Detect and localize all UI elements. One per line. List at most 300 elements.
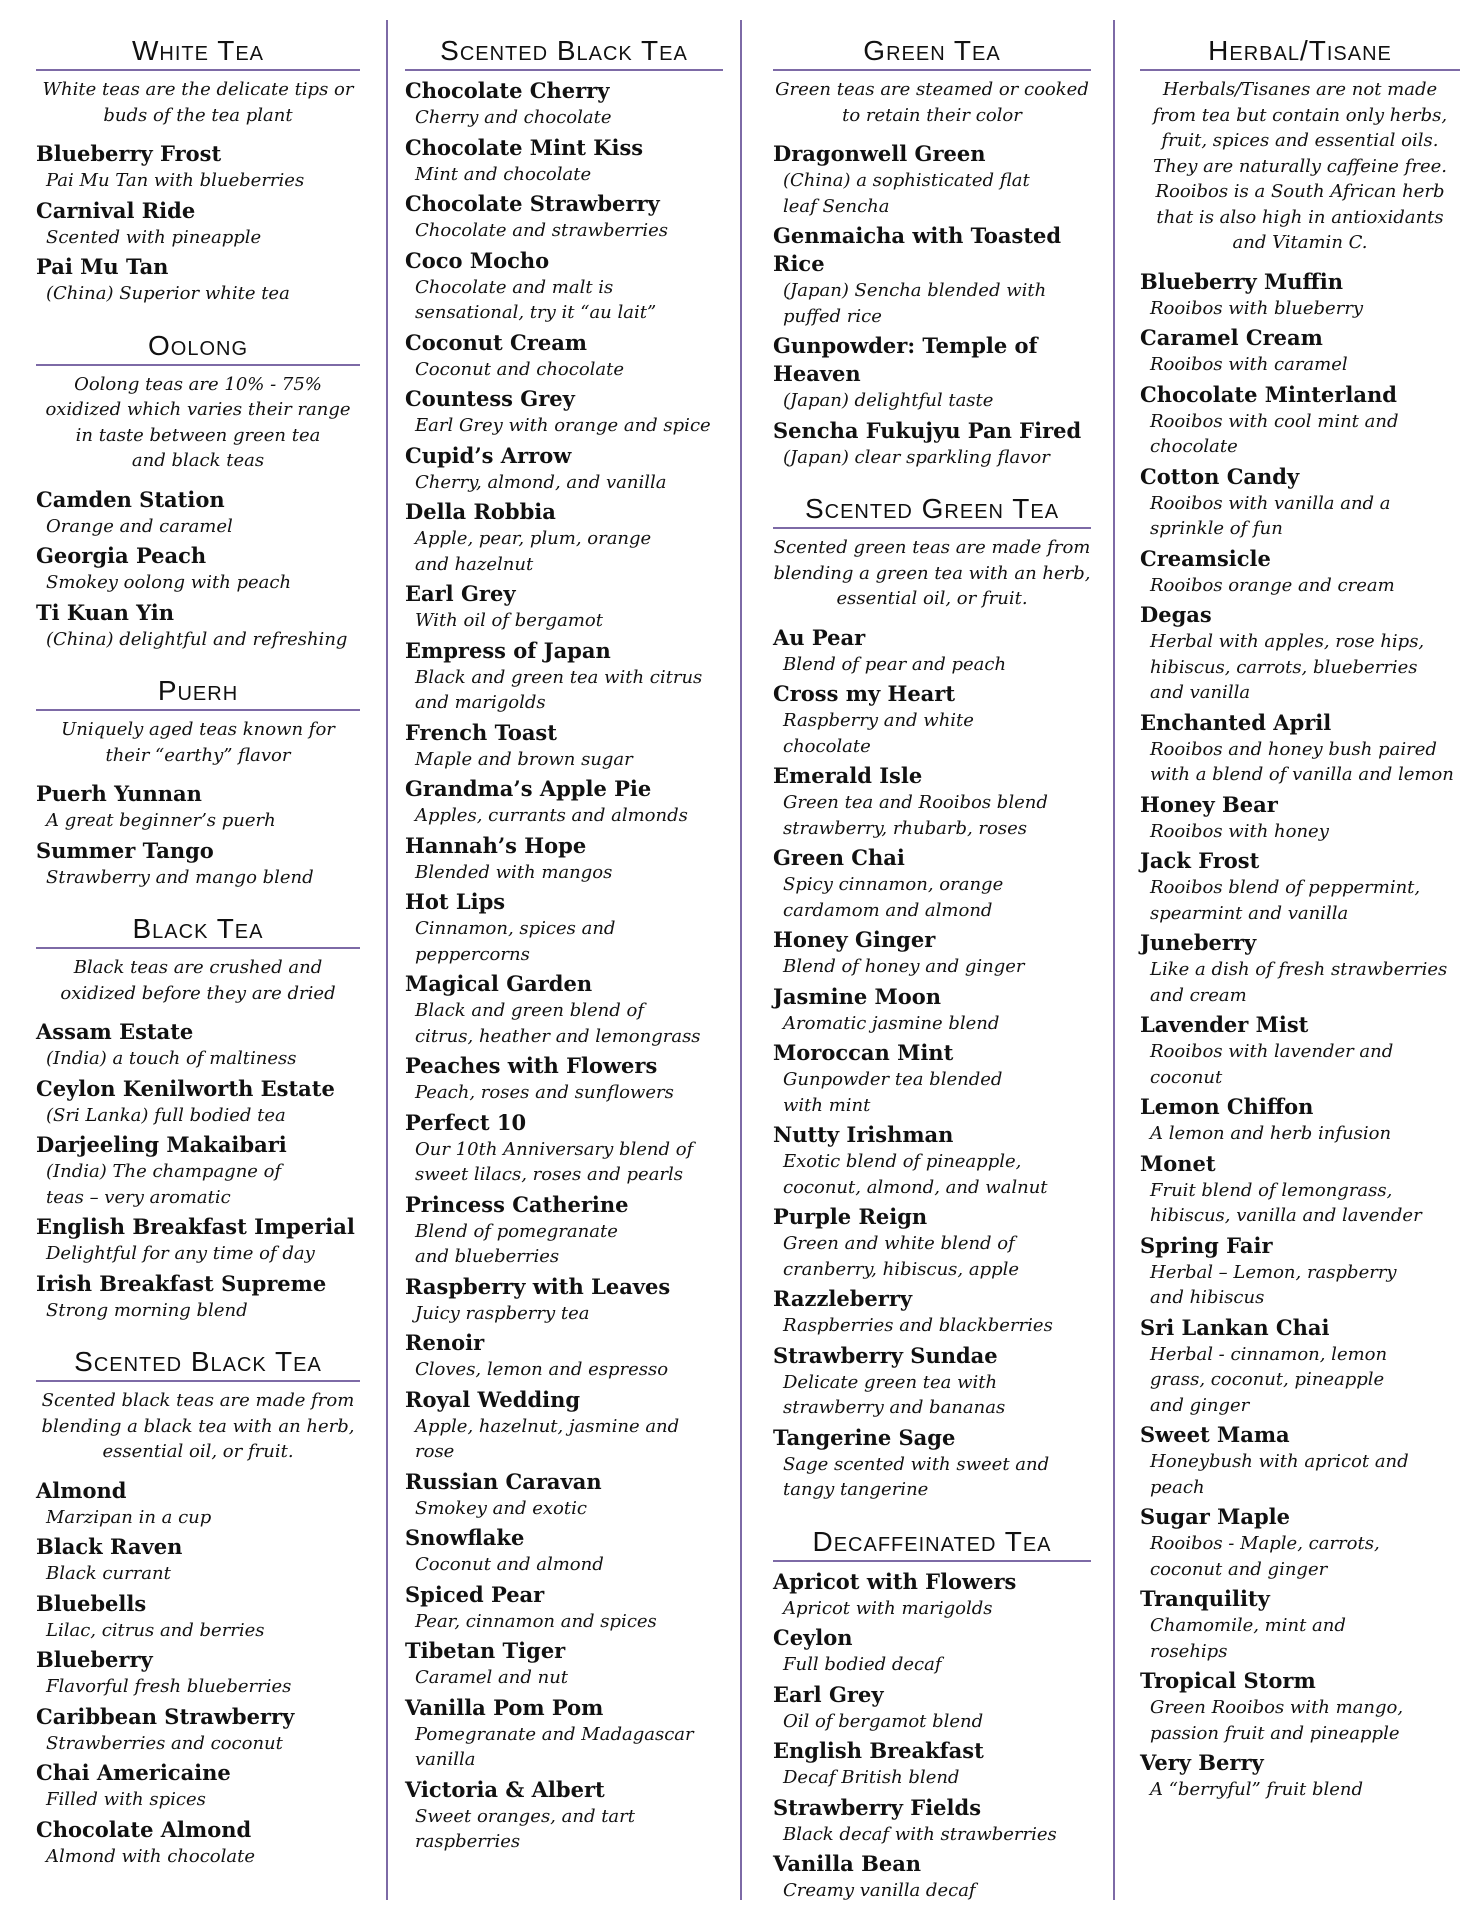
tea-description: Like a dish of fresh strawberries and cream	[1150, 959, 1448, 1006]
tea-description: Rooibos with lavender and coconut	[1150, 1041, 1394, 1088]
tea-description: Aromatic jasmine blend	[783, 1012, 1000, 1034]
tea-description: A lemon and herb infusion	[1150, 1123, 1392, 1144]
tea-item	[405, 1581, 723, 1635]
tea-section	[36, 34, 360, 307]
tea-description: Black currant	[46, 1563, 171, 1584]
tea-description: Herbal – Lemon, raspberry and hibiscus	[1150, 1261, 1397, 1308]
tea-description: Green Rooibos with mango, passion fruit and pineapple	[1150, 1697, 1404, 1744]
tea-description: Blended with mangos	[415, 861, 613, 883]
tea-name: Royal Wedding	[405, 1386, 581, 1412]
tea-name: French Toast	[405, 719, 557, 745]
tea-name: Green Chai	[773, 845, 905, 870]
tea-description: (Japan) clear sparkling flavor	[783, 446, 1050, 468]
tea-section	[36, 674, 360, 890]
section-description: Green teas are steamed or cooked to retain their color	[775, 79, 1089, 126]
tea-description: Fruit blend of lemongrass, hibiscus, vanilla and lavender	[1150, 1179, 1422, 1226]
tea-name: Blueberry Frost	[36, 141, 222, 166]
tea-item	[405, 329, 723, 383]
tea-name: Ti Kuan Yin	[36, 599, 175, 625]
tea-item	[405, 1109, 723, 1188]
tea-item	[36, 1131, 360, 1210]
tea-description: Full bodied decaf	[783, 1654, 942, 1675]
tea-description: Marzipan in a cup	[46, 1506, 212, 1528]
tea-item	[405, 77, 723, 131]
tea-description: Blend of pear and peach	[783, 653, 1007, 675]
tea-item	[405, 1694, 723, 1773]
tea-description: Apple, hazelnut, jasmine and rose	[415, 1415, 680, 1462]
tea-name: Nutty Irishman	[773, 1122, 954, 1147]
tea-item	[1140, 1150, 1460, 1229]
tea-description: Smokey and exotic	[415, 1497, 587, 1519]
tea-item	[405, 775, 723, 829]
tea-name: Peaches with Flowers	[405, 1053, 658, 1078]
tea-item	[405, 888, 723, 967]
tea-description: Rooibos orange and cream	[1150, 574, 1395, 596]
tea-name: Russian Caravan	[405, 1468, 602, 1494]
tea-item	[1140, 929, 1460, 1008]
tea-name: Assam Estate	[36, 1019, 194, 1044]
tea-item	[773, 983, 1091, 1037]
tea-item	[405, 1191, 723, 1270]
tea-description: Green tea and Rooibos blend strawberry, rhubarb, roses	[783, 792, 1048, 839]
tea-description: Strong morning blend	[46, 1299, 248, 1321]
tea-description: Blend of honey and ginger	[783, 956, 1025, 977]
tea-description: Rooibos with blueberry	[1150, 297, 1364, 319]
tea-item	[36, 599, 360, 653]
tea-item	[1140, 1503, 1460, 1582]
tea-item	[405, 1468, 723, 1522]
tea-section	[773, 492, 1091, 1503]
tea-name: Almond	[36, 1477, 127, 1503]
tea-item	[405, 719, 723, 773]
tea-description: (Japan) delightful taste	[783, 390, 994, 411]
section-description: Black teas are crushed and oxidized before they are dried	[60, 957, 336, 1004]
tea-description: Almond with chocolate	[46, 1845, 256, 1867]
tea-item	[773, 926, 1091, 980]
tea-description: Chocolate and malt is sensational, try it “au lait”	[415, 276, 657, 323]
tea-name: Ceylon Kenilworth Estate	[36, 1075, 335, 1101]
tea-item	[1140, 1093, 1460, 1147]
tea-item	[773, 332, 1091, 414]
tea-name: Degas	[1140, 602, 1212, 627]
tea-name: Carnival Ride	[36, 197, 196, 223]
tea-name: Moroccan Mint	[773, 1040, 954, 1065]
tea-item	[773, 844, 1091, 923]
tea-item	[405, 385, 723, 439]
tea-item	[36, 1018, 360, 1072]
tea-item	[405, 134, 723, 188]
tea-item	[405, 1776, 723, 1855]
tea-item	[405, 1329, 723, 1383]
tea-name: Blueberry Muffin	[1140, 268, 1344, 294]
tea-item	[36, 780, 360, 834]
tea-name: Sri Lankan Chai	[1140, 1314, 1330, 1340]
tea-item	[36, 1703, 360, 1757]
menu-column-4	[1140, 34, 1460, 1825]
tea-description: Rooibos with cool mint and chocolate	[1150, 410, 1399, 457]
tea-item	[1140, 324, 1460, 378]
tea-description: Strawberries and coconut	[46, 1732, 283, 1754]
tea-name: Chocolate Strawberry	[405, 191, 660, 216]
tea-name: Renoir	[405, 1330, 485, 1355]
tea-item	[773, 1285, 1091, 1339]
tea-item	[36, 542, 360, 596]
tea-item	[36, 140, 360, 194]
tea-description: Sweet oranges, and tart raspberries	[415, 1805, 635, 1852]
menu-column-1	[36, 34, 360, 1891]
tea-name: Pai Mu Tan	[36, 254, 169, 279]
tea-item	[36, 1646, 360, 1700]
tea-description: (China) Superior white tea	[46, 283, 290, 304]
tea-description: Peach, roses and sunflowers	[415, 1082, 674, 1103]
tea-name: Strawberry Sundae	[773, 1342, 998, 1368]
tea-name: Bluebells	[36, 1590, 147, 1616]
tea-name: Chai Americaine	[36, 1760, 231, 1785]
tea-description: Apricot with marigolds	[783, 1597, 993, 1619]
tea-item	[36, 1477, 360, 1531]
tea-name: Jack Frost	[1140, 848, 1260, 873]
tea-description: Delicate green tea with strawberry and bananas	[783, 1371, 1006, 1418]
tea-description: Blend of pomegranate and blueberries	[415, 1220, 618, 1267]
tea-name: Hannah’s Hope	[405, 832, 587, 858]
tea-name: Summer Tango	[36, 837, 214, 863]
section-description: Scented green teas are made from blending a green tea with an herb, essential oil, or fruit.	[773, 537, 1091, 609]
tea-item	[773, 417, 1091, 471]
tea-item	[773, 680, 1091, 759]
tea-name: Snowflake	[405, 1525, 525, 1550]
tea-name: Chocolate Mint Kiss	[405, 134, 644, 160]
tea-description: Sage scented with sweet and tangy tangerine	[783, 1453, 1050, 1500]
tea-item	[1140, 1232, 1460, 1311]
tea-name: Strawberry Fields	[773, 1794, 982, 1820]
tea-description: Decaf British blend	[783, 1767, 960, 1788]
tea-description: Filled with spices	[46, 1789, 206, 1810]
tea-description: Black and green blend of citrus, heather and lemongrass	[415, 1000, 701, 1047]
tea-description: Pear, cinnamon and spices	[415, 1610, 657, 1632]
tea-item	[405, 1637, 723, 1691]
tea-description: Gunpowder tea blended with mint	[783, 1069, 1003, 1116]
tea-name: Enchanted April	[1140, 709, 1332, 735]
tea-item	[36, 1213, 360, 1267]
section-description: Uniquely aged teas known for their “earthy” flavor	[61, 719, 335, 766]
tea-name: Darjeeling Makaibari	[36, 1132, 287, 1157]
tea-name: Camden Station	[36, 486, 225, 512]
tea-name: Vanilla Bean	[773, 1851, 922, 1876]
tea-description: Coconut and chocolate	[415, 358, 625, 380]
tea-name: Georgia Peach	[36, 543, 207, 568]
tea-name: Earl Grey	[773, 1681, 884, 1707]
tea-item	[773, 1681, 1091, 1735]
tea-description: Coconut and almond	[415, 1554, 604, 1575]
tea-description: Cloves, lemon and espresso	[415, 1359, 669, 1380]
tea-description: Black decaf with strawberries	[783, 1823, 1057, 1845]
tea-section	[773, 34, 1091, 470]
tea-name: Tibetan Tiger	[405, 1638, 566, 1663]
tea-name: Tangerine Sage	[773, 1424, 956, 1450]
tea-item	[1140, 1667, 1460, 1746]
tea-description: Pomegranate and Madagascar vanilla	[415, 1723, 694, 1770]
tea-item	[36, 1759, 360, 1813]
tea-name: Cotton Candy	[1140, 463, 1300, 489]
tea-description: Oil of bergamot blend	[783, 1710, 984, 1732]
tea-name: Sugar Maple	[1140, 1504, 1290, 1529]
tea-name: Caramel Cream	[1140, 325, 1323, 350]
tea-item	[36, 1270, 360, 1324]
tea-description: (China) a sophisticated flat leaf Sencha	[783, 170, 1030, 217]
tea-description: A great beginner’s puerh	[46, 810, 276, 831]
tea-name: Apricot with Flowers	[773, 1568, 1017, 1594]
tea-name: Lemon Chiffon	[1140, 1094, 1314, 1119]
tea-item	[405, 1524, 723, 1578]
tea-description: Orange and caramel	[46, 515, 233, 537]
tea-item	[1140, 545, 1460, 599]
tea-item	[1140, 1749, 1460, 1803]
tea-description: Rooibos with caramel	[1150, 354, 1348, 375]
tea-item	[773, 1121, 1091, 1200]
tea-description: Scented with pineapple	[46, 226, 262, 248]
tea-name: Ceylon	[773, 1625, 853, 1650]
tea-item	[773, 1624, 1091, 1678]
tea-item	[1140, 381, 1460, 460]
menu-column-2	[405, 34, 723, 1877]
tea-item	[1140, 1011, 1460, 1090]
tea-section	[405, 34, 723, 1855]
tea-description: (India) a touch of maltiness	[46, 1048, 297, 1069]
section-title: Herbal/Tisane	[1140, 34, 1460, 71]
tea-name: Sencha Fukujyu Pan Fired	[773, 417, 1082, 443]
tea-description: Delightful for any time of day	[46, 1243, 315, 1264]
section-title: White Tea	[36, 34, 360, 71]
tea-item	[1140, 1421, 1460, 1500]
tea-name: Spiced Pear	[405, 1581, 545, 1607]
tea-description: Apples, currants and almonds	[415, 805, 688, 826]
tea-item	[405, 247, 723, 326]
tea-section	[1140, 34, 1460, 1803]
section-title: Scented Green Tea	[773, 492, 1091, 529]
section-title: Green Tea	[773, 34, 1091, 71]
tea-name: Lavender Mist	[1140, 1012, 1309, 1037]
column-divider	[1113, 20, 1115, 1900]
tea-description: Chamomile, mint and rosehips	[1150, 1615, 1346, 1662]
tea-description: Raspberry and white chocolate	[783, 710, 974, 757]
section-title: Puerh	[36, 674, 360, 711]
tea-description: Our 10th Anniversary blend of sweet lilacs, roses and pearls	[415, 1138, 694, 1185]
tea-name: Emerald Isle	[773, 763, 923, 788]
tea-item	[1140, 268, 1460, 322]
tea-section	[36, 912, 360, 1323]
tea-name: Sweet Mama	[1140, 1422, 1290, 1447]
tea-item	[773, 1342, 1091, 1421]
tea-description: Rooibos and honey bush paired with a blend of vanilla and lemon	[1150, 738, 1454, 785]
tea-name: Genmaicha with Toasted Rice	[773, 223, 1062, 276]
tea-item	[405, 1273, 723, 1327]
section-title: Decaffeinated Tea	[773, 1525, 1091, 1562]
tea-name: Juneberry	[1140, 930, 1257, 955]
tea-name: Jasmine Moon	[773, 983, 942, 1009]
tea-description: Rooibos - Maple, carrots, coconut and ginger	[1150, 1533, 1380, 1580]
tea-item	[36, 253, 360, 307]
tea-name: Raspberry with Leaves	[405, 1273, 671, 1299]
tea-name: Earl Grey	[405, 581, 516, 606]
tea-item	[36, 837, 360, 891]
tea-description: Earl Grey with orange and spice	[415, 415, 711, 436]
tea-item	[1140, 1585, 1460, 1664]
tea-name: Honey Ginger	[773, 927, 936, 952]
tea-name: Chocolate Almond	[36, 1816, 252, 1842]
tea-name: Grandma’s Apple Pie	[405, 776, 652, 801]
tea-name: Perfect 10	[405, 1109, 527, 1135]
tea-description: Spicy cinnamon, orange cardamom and almond	[783, 874, 1004, 921]
tea-item	[773, 624, 1091, 678]
tea-description: Honeybush with apricot and peach	[1150, 1451, 1409, 1498]
tea-description: A “berryful” fruit blend	[1150, 1779, 1364, 1800]
tea-name: Very Berry	[1140, 1750, 1264, 1775]
tea-description: (India) The champagne of teas – very aromatic	[46, 1161, 282, 1208]
tea-description: Flavorful fresh blueberries	[46, 1676, 292, 1697]
tea-description: Smokey oolong with peach	[46, 572, 292, 593]
tea-description: Black and green tea with citrus and marigolds	[415, 666, 703, 713]
tea-item	[773, 222, 1091, 329]
section-description: Herbals/Tisanes are not made from tea but contain only herbs, fruit, spices and essential oils. They are naturally caffeine free. Rooibos is a South African herb that is also high in antioxidants and Vitamin C.	[1152, 79, 1448, 253]
tea-description: Strawberry and mango blend	[46, 866, 314, 888]
tea-item	[405, 637, 723, 716]
tea-name: Honey Bear	[1140, 791, 1278, 817]
tea-section	[773, 1525, 1091, 1904]
tea-description: Cinnamon, spices and peppercorns	[415, 918, 616, 965]
tea-item	[36, 1590, 360, 1644]
tea-name: Gunpowder: Temple of Heaven	[773, 333, 1038, 386]
tea-item	[773, 1203, 1091, 1282]
tea-item	[1140, 463, 1460, 542]
tea-name: Au Pear	[773, 624, 866, 650]
tea-name: Tropical Storm	[1140, 1668, 1316, 1693]
tea-item	[773, 762, 1091, 841]
tea-item	[36, 1075, 360, 1129]
tea-name: Spring Fair	[1140, 1232, 1273, 1258]
tea-name: Vanilla Pom Pom	[405, 1694, 604, 1720]
tea-name: Monet	[1140, 1150, 1216, 1176]
tea-item	[405, 1052, 723, 1106]
tea-name: Dragonwell Green	[773, 141, 986, 166]
tea-name: Della Robbia	[405, 499, 556, 524]
tea-name: Empress of Japan	[405, 637, 611, 663]
tea-description: Lilac, citrus and berries	[46, 1619, 265, 1641]
tea-name: Cupid’s Arrow	[405, 442, 572, 468]
section-description: Oolong teas are 10% - 75% oxidized which varies their range in taste between green tea and black teas	[45, 373, 351, 471]
tea-item	[1140, 601, 1460, 706]
tea-item	[1140, 1314, 1460, 1419]
tea-description: Apple, pear, plum, orange and hazelnut	[415, 528, 652, 575]
tea-item	[405, 442, 723, 496]
section-title: Scented Black Tea	[36, 1345, 360, 1382]
tea-item	[36, 486, 360, 540]
tea-name: Hot Lips	[405, 889, 506, 914]
tea-item	[1140, 847, 1460, 926]
tea-name: Puerh Yunnan	[36, 781, 202, 806]
tea-section	[36, 329, 360, 653]
tea-description: (Sri Lanka) full bodied tea	[46, 1104, 286, 1126]
tea-item	[405, 580, 723, 634]
tea-description: Maple and brown sugar	[415, 748, 633, 770]
tea-item	[405, 832, 723, 886]
section-description: White teas are the delicate tips or buds of the tea plant	[42, 79, 354, 126]
tea-name: Victoria & Albert	[405, 1776, 605, 1802]
tea-item	[773, 1424, 1091, 1503]
tea-description: Herbal - cinnamon, lemon grass, coconut, pineapple and ginger	[1150, 1343, 1388, 1416]
tea-name: Magical Garden	[405, 971, 593, 996]
tea-description: Mint and chocolate	[415, 163, 592, 185]
tea-item	[773, 140, 1091, 219]
tea-section	[36, 1345, 360, 1869]
column-divider	[740, 20, 742, 1900]
tea-description: Herbal with apples, rose hips, hibiscus, carrots, blueberries and vanilla	[1150, 631, 1425, 703]
tea-description: Cherry, almond, and vanilla	[415, 471, 667, 493]
tea-name: Caribbean Strawberry	[36, 1703, 295, 1729]
tea-item	[1140, 709, 1460, 788]
column-divider	[386, 20, 388, 1900]
tea-name: Razzleberry	[773, 1286, 913, 1311]
section-description: Scented black teas are made from blending a black tea with an herb, essential oil, or fruit.	[41, 1390, 355, 1462]
tea-name: Coco Mocho	[405, 247, 550, 273]
tea-description: Caramel and nut	[415, 1667, 569, 1688]
tea-item	[1140, 791, 1460, 845]
tea-item	[405, 498, 723, 577]
tea-description: Rooibos blend of peppermint, spearmint and vanilla	[1150, 877, 1421, 924]
tea-item	[405, 970, 723, 1049]
tea-name: Chocolate Cherry	[405, 78, 610, 103]
tea-name: Chocolate Minterland	[1140, 381, 1397, 407]
tea-description: Creamy vanilla decaf	[783, 1880, 976, 1901]
tea-description: (China) delightful and refreshing	[46, 628, 348, 650]
tea-description: Juicy raspberry tea	[415, 1302, 590, 1324]
tea-name: Black Raven	[36, 1534, 183, 1559]
tea-item	[773, 1568, 1091, 1622]
tea-description: Chocolate and strawberries	[415, 220, 669, 241]
tea-item	[36, 1533, 360, 1587]
tea-name: Cross my Heart	[773, 681, 956, 706]
tea-name: Countess Grey	[405, 386, 575, 411]
tea-name: Princess Catherine	[405, 1191, 629, 1217]
tea-description: Cherry and chocolate	[415, 107, 612, 128]
tea-description: With oil of bergamot	[415, 610, 603, 631]
tea-item	[36, 197, 360, 251]
tea-name: English Breakfast Imperial	[36, 1214, 355, 1239]
tea-item	[405, 190, 723, 244]
tea-name: English Breakfast	[773, 1738, 984, 1763]
tea-item	[773, 1850, 1091, 1904]
tea-description: (Japan) Sencha blended with puffed rice	[783, 280, 1047, 327]
tea-description: Exotic blend of pineapple, coconut, almond, and walnut	[783, 1151, 1048, 1198]
tea-description: Raspberries and blackberries	[783, 1315, 1053, 1336]
tea-description: Pai Mu Tan with blueberries	[46, 170, 305, 191]
tea-name: Purple Reign	[773, 1204, 928, 1229]
tea-name: Blueberry	[36, 1647, 153, 1672]
tea-item	[773, 1737, 1091, 1791]
tea-name: Tranquility	[1140, 1586, 1270, 1611]
tea-name: Creamsicle	[1140, 545, 1271, 571]
tea-item	[773, 1794, 1091, 1848]
tea-item	[405, 1386, 723, 1465]
section-title: Oolong	[36, 329, 360, 366]
menu-column-3	[773, 34, 1091, 1926]
tea-description: Rooibos with vanilla and a sprinkle of fun	[1150, 492, 1391, 539]
section-title: Scented Black Tea	[405, 34, 723, 71]
tea-item	[773, 1039, 1091, 1118]
tea-name: Irish Breakfast Supreme	[36, 1270, 327, 1296]
tea-description: Rooibos with honey	[1150, 820, 1329, 842]
tea-item	[36, 1816, 360, 1870]
section-title: Black Tea	[36, 912, 360, 949]
